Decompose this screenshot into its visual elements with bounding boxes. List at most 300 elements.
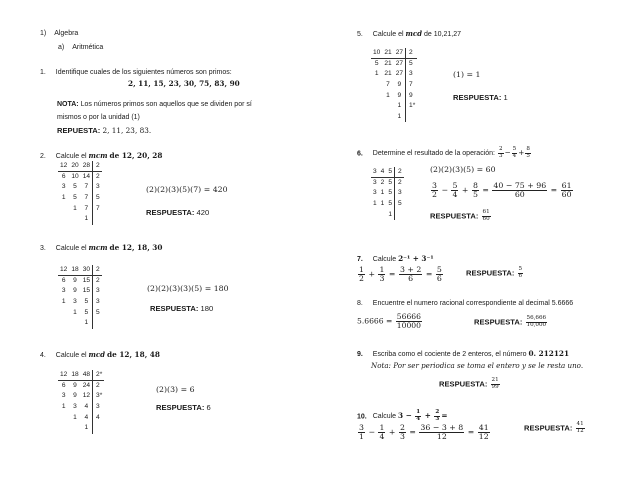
question-number: 5. [357,31,363,38]
equation-q6: $\frac{3}{2}$ − $\frac{5}{4}$ + $\frac{8}{5}$ = $\frac{40 - 75 + 96}{60}$ = $\frac{61}{60}$ [432,181,572,200]
table-row [371,209,404,220]
table-cell: 5 [388,189,393,197]
divisor-cell: 2 [93,172,102,183]
question-5 [357,30,461,39]
operation-args: de 10,21,27 [424,31,462,38]
table-cell: 20 [69,161,80,172]
note-q9: Nota: Por ser periodica se toma el entero y se le resta uno. [371,361,584,370]
table-cell: 30 [81,265,93,276]
table-cell: 28 [81,161,93,172]
operation-name: mcm [88,243,108,252]
note [57,101,252,109]
table-cell [58,423,69,434]
answer-1 [57,127,151,136]
answer-4 [156,404,211,413]
answer-3 [150,305,213,314]
subsection-heading [58,44,103,52]
divisor-cell: 2 [395,167,404,178]
frac-den: 3 [435,415,440,422]
divisor-cell: 3 [93,182,102,193]
table-cell: 2 [380,179,385,187]
question-text: Encuentre el numero racional correspondiente al decimal 5.6666 [372,300,574,307]
table-cell: 6 [61,173,66,181]
question-4 [40,351,160,360]
divisor-cell [93,214,102,225]
question-number: 7. [357,256,363,263]
divisor-cell: 3 [93,297,102,308]
table-cell: 6 [61,382,66,390]
factor-table-q6 [371,167,404,220]
frac-num: 21 [491,377,499,383]
frac-den: 4 [379,432,385,442]
table-cell: 1 [380,189,385,197]
table-row [58,381,104,392]
frac-num: 2 [498,146,503,152]
table-cell: 15 [82,287,91,295]
answer-label: RESPUESTA: [150,304,199,313]
factor-table-q3 [58,265,102,329]
question-1 [40,69,232,77]
table-cell: 1 [386,91,390,99]
divisor-cell: 2 [93,276,102,287]
frac-num: 8 [472,181,478,190]
frac-den: 6 [408,274,414,284]
plus-sign: + [424,411,431,421]
answer-label: REPUESTA: [57,126,101,135]
question-prefix: Calcule el [55,245,87,252]
operation-name: mcd [405,29,423,38]
equation-q8 [357,313,423,330]
frac-den: 6 [436,274,442,284]
frac-den: 12 [436,432,447,442]
table-cell: 3 [73,298,77,306]
table-cell [69,318,80,329]
question-10 [357,410,447,423]
table-cell: 1 [388,210,393,218]
answer-value: 1 [503,93,508,102]
operation-name: mcd [88,350,106,359]
table-cell: 1 [84,215,89,223]
divisor-cell: 5 [93,307,102,318]
table-cell: 9 [73,277,77,285]
frac-num: 5 [512,146,517,152]
question-text: Calcule [372,256,397,263]
table-cell: 9 [397,81,402,89]
table-cell: 7 [84,183,89,191]
table-cell: 1 [373,200,377,208]
answer-value: 6 [206,403,211,412]
table-cell: 48 [81,370,93,381]
table-cell: 12 [58,161,69,172]
table-row [58,318,102,329]
table-cell: 3 [371,167,379,178]
divisor-cell: 3* [93,391,105,402]
table-cell [371,209,379,220]
frac-num: 41 [576,421,584,427]
frac-den: 4 [416,415,421,422]
subsection-title: Aritmética [72,44,104,51]
divisor-cell: 7 [93,203,102,214]
question-number: 8. [357,300,363,307]
frac-num: 61 [561,181,572,190]
answer-label: RESPUESTA: [453,93,502,102]
table-cell: 5 [84,298,89,306]
table-cell [58,318,69,329]
frac-num: 61 [482,209,490,215]
table-row [371,199,404,210]
section-1-heading [40,30,78,38]
answer-2 [146,209,209,218]
table-cell: 10 [371,48,382,59]
frac-num: 1 [379,265,385,274]
divisor-cell: 3 [93,286,102,297]
divisor-cell [93,318,102,329]
frac-den: 60 [482,215,490,222]
table-cell: 18 [69,370,80,381]
frac-num: 40 − 75 + 96 [493,181,547,190]
table-cell: 5 [73,183,77,191]
table-cell: 3 [373,189,377,197]
table-cell [382,112,393,123]
operation-name: mcm [88,151,108,160]
table-cell: 7 [386,81,390,89]
answer-7 [466,267,524,280]
frac-num: 5 [452,181,458,190]
table-row [371,80,417,91]
divisor-cell: 2 [93,265,102,276]
frac-den: 5 [472,190,478,200]
table-cell: 4 [84,413,89,421]
table-cell: 27 [395,60,404,68]
answer-label: RESPUESTA: [439,379,488,389]
table-row [371,69,417,80]
divisor-cell [406,112,418,123]
answer-8 [474,316,548,329]
factor-product: (1) = 1 [453,70,481,79]
question-number: 1. [40,69,46,76]
answer-9 [439,378,501,391]
divisor-cell: 4 [93,412,105,423]
table-row [58,286,102,297]
divisor-cell [395,209,404,220]
question-text: Determine el resultado de la operación: [372,150,495,158]
question-text: Calcule [372,413,397,421]
table-cell [58,412,69,423]
table-row [58,423,104,434]
table-row [58,214,102,225]
table-row [371,48,417,59]
operation-expression [497,148,532,157]
table-cell: 1 [61,298,66,306]
table-cell: 9 [73,392,77,400]
table-cell: 1 [61,403,66,411]
divisor-cell: 2 [93,381,105,392]
table-cell: 3 [61,392,66,400]
table-cell [371,112,382,123]
table-cell [371,101,382,112]
factor-table-q2 [58,161,102,225]
frac-num: 2 [399,423,405,432]
frac-den: 99 [491,383,499,390]
factor-product: (2)(2)(3)(5) = 60 [430,165,496,174]
answer-label: RESPUESTA: [524,423,573,433]
table-cell: 4 [84,403,89,411]
frac-den: 6 [518,272,523,279]
question-7 [357,255,434,264]
factor-product: (2)(3) = 6 [156,385,195,394]
factor-product: (2)(2)(3)(3)(5) = 180 [147,284,229,293]
answer-value: 180 [200,304,214,313]
question-number: 6. [357,150,363,158]
section-number: 1) [40,30,47,37]
divisor-cell: 3 [395,188,404,199]
frac-den: 12 [576,427,584,434]
frac-den: 1 [359,432,364,442]
frac-num: 3 [432,181,437,190]
answer-5 [453,94,508,103]
divisor-cell: 2 [406,48,418,59]
answer-label: RESPUESTA: [474,317,523,327]
frac-den: 12 [478,432,489,442]
divisor-cell: 5 [395,199,404,210]
table-cell: 7 [84,194,89,202]
frac-num: 5 [436,265,442,274]
table-cell: 5 [84,308,89,316]
table-row [371,90,417,101]
question-number: 4. [40,352,46,359]
table-row [58,297,102,308]
minus-sign: − [504,148,511,158]
table-cell: 1 [73,413,77,421]
table-cell: 21 [384,70,392,78]
table-row [58,193,102,204]
table-cell: 1 [61,194,66,202]
table-cell: 9 [397,91,402,99]
frac-den: 10000 [396,320,421,330]
table-cell: 9 [73,287,77,295]
table-cell [379,209,387,220]
equals-sign: = [441,411,448,421]
whole-number: 3 [398,411,404,421]
note-text-line2: mismos o por la unidad (1) [57,114,140,121]
question-9 [357,350,569,359]
frac-num: 1 [359,265,364,274]
divisor-cell: 5 [406,59,418,70]
table-row [58,203,102,214]
table-cell: 14 [82,173,91,181]
answer-value: 420 [196,208,210,217]
table-cell: 3 [61,287,66,295]
equation-lhs: 5.6666 = [357,316,393,326]
question-prefix: Calcule el [55,153,87,160]
frac-den: 60 [561,190,572,200]
answer-6 [430,210,492,223]
question-text: Identifique cuales de los siguientes números son primos: [55,69,232,76]
table-cell: 5 [388,200,393,208]
table-cell: 1 [397,112,402,120]
divisor-cell: 3 [93,402,105,413]
answer-label: RESPUESTA: [430,211,479,221]
frac-num: 3 + 2 [399,265,422,274]
frac-num: 36 − 3 + 8 [420,423,464,432]
table-cell: 24 [82,382,91,390]
table-cell: 21 [384,60,392,68]
divisor-cell: 5 [93,193,102,204]
equation-q7: $\frac{1}{2}$ + $\frac{1}{3}$ = $\frac{3 + 2}{6}$ = $\frac{5}{6}$ [359,265,442,284]
divisor-cell: 2 [395,178,404,189]
question-number: 10. [357,413,367,421]
table-row [58,182,102,193]
table-cell [382,101,393,112]
table-row [371,178,404,189]
table-cell: 9 [73,382,77,390]
frac-num: 1 [379,423,385,432]
frac-num: 56666 [396,312,421,321]
frac-den: 2 [359,274,364,284]
table-cell: 10 [71,173,79,181]
table-cell: 1 [73,204,77,212]
table-row [371,188,404,199]
table-cell: 7 [84,204,89,212]
question-3 [40,244,162,253]
number-list: 2, 11, 15, 23, 30, 75, 83, 90 [128,79,240,88]
table-row [58,412,104,423]
frac-den: 3 [379,274,385,284]
frac-num: 2 [435,409,440,415]
note-label: NOTA: [57,101,79,108]
frac-num: 1 [416,409,421,415]
table-cell: 5 [374,60,379,68]
table-cell [58,214,69,225]
divisor-cell [93,423,105,434]
question-value: 0. 212121 [528,349,570,358]
operation-args: de 12, 20, 28 [109,151,163,160]
question-number: 3. [40,245,46,252]
table-cell: 18 [69,265,80,276]
table-cell: 3 [373,179,377,187]
table-cell [58,307,69,318]
table-cell: 5 [73,194,77,202]
operation-args: de 12, 18, 48 [107,350,160,359]
answer-label: RESPUESTA: [466,268,515,278]
divisor-cell: 9 [406,90,418,101]
table-cell: 12 [58,265,69,276]
table-cell: 12 [82,392,91,400]
table-cell: 21 [382,48,393,59]
question-2 [40,152,162,161]
frac-num: 56,666 [526,315,547,321]
note-text-line1: Los números primos son aquellos que se dividen por sí [80,101,252,108]
plus-sign: + [518,148,525,158]
table-cell: 1 [397,102,402,110]
table-cell: 1 [380,200,385,208]
factor-table-q4 [58,370,104,434]
table-row [58,402,104,413]
table-cell: 1 [84,319,89,327]
question-prefix: Calcule el [55,352,87,359]
table-cell [69,214,80,225]
question-expression [398,411,447,420]
frac-den: 4 [512,152,517,159]
divisor-cell: 7 [406,80,418,91]
frac-num: 41 [478,423,489,432]
table-cell: 6 [61,277,66,285]
equation-q10: $\frac{3}{1}$ − $\frac{1}{4}$ + $\frac{2}{3}$ = $\frac{36 - 3 + 8}{12}$ = $\frac{41}{12}$ [359,423,489,442]
table-cell: 5 [386,167,394,178]
answer-value: 2, 11, 23, 83. [102,126,152,135]
frac-den: 3 [498,152,503,159]
table-row [371,167,404,178]
table-row [371,59,417,70]
frac-den: 5 [526,152,530,159]
table-cell [58,203,69,214]
frac-num: 5 [518,266,523,272]
table-cell: 3 [73,403,77,411]
answer-label: RESPUESTA: [146,208,195,217]
table-row [371,112,417,123]
subsection-letter: a) [58,44,65,51]
question-text: Calcule el [372,31,404,38]
table-cell: 5 [388,179,393,187]
frac-den: 2 [432,190,437,200]
table-cell [69,423,80,434]
table-cell: 27 [395,70,404,78]
frac-den: 60 [514,190,525,200]
factor-product: (2)(2)(3)(5)(7) = 420 [146,185,228,194]
section-title: Algebra [54,30,79,37]
table-row [58,370,104,381]
divisor-cell: 1* [406,101,418,112]
question-6 [357,147,532,160]
frac-num: 8 [526,146,530,152]
divisor-cell: 3 [406,69,418,80]
table-cell: 1 [374,70,379,78]
question-8 [357,300,573,308]
table-cell: 12 [58,370,69,381]
table-cell [371,80,382,91]
table-cell: 4 [379,167,387,178]
table-cell: 1 [84,424,89,432]
question-text: Escriba como el cociente de 2 enteros, el número [372,351,527,358]
answer-10 [524,422,586,435]
table-row [58,307,102,318]
table-row [371,101,417,112]
table-cell: 1 [73,308,77,316]
frac-den: 4 [452,190,458,200]
table-row [58,265,102,276]
table-row [58,172,102,183]
question-expression: 2⁻¹ + 3⁻¹ [398,254,434,263]
divisor-cell: 2* [93,370,105,381]
question-number: 9. [357,351,363,358]
table-cell: 3 [61,183,66,191]
frac-den: 3 [399,432,405,442]
minus-sign: − [405,411,412,421]
frac-den: 10,000 [526,321,547,328]
factor-table-q5 [371,48,417,122]
divisor-cell: 2 [93,161,102,172]
table-row [58,276,102,287]
table-cell: 15 [82,277,91,285]
question-number: 2. [40,153,46,160]
answer-label: RESPUESTA: [156,403,205,412]
table-cell [371,90,382,101]
table-row [58,391,104,402]
operation-args: de 12, 18, 30 [109,243,163,252]
table-cell: 27 [394,48,406,59]
frac-num: 3 [359,423,364,432]
table-row [58,161,102,172]
